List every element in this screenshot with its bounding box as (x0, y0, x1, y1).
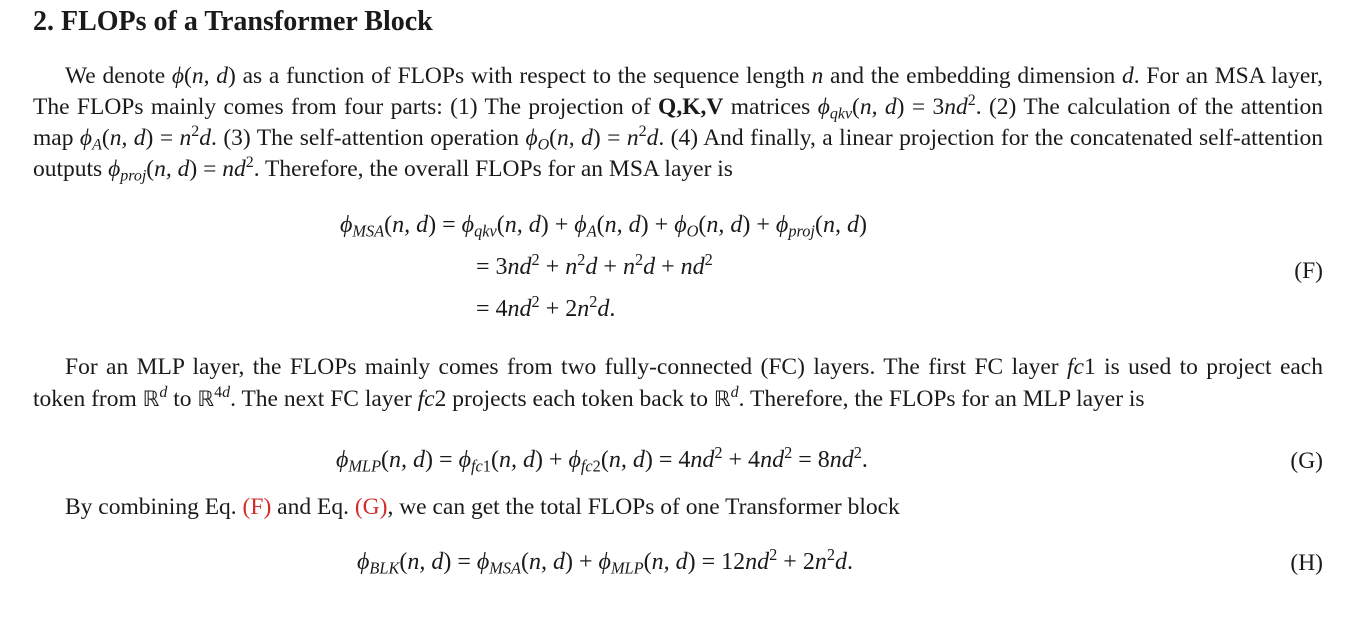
equation-mlp: $\phi_{MLP}(n$, $d) = \phi_{fc1}(n$, $d) + \phi_{fc2}(n$, $d) = 4nd^2 + 4nd^2 = 8nd^2$. (336, 443, 868, 476)
equation-ref-g[interactable]: (G) (354, 494, 388, 520)
paragraph-msa-flops: We denote ϕ(n, d) as a function of FLOPs with respect to the sequence length n and the embedding dimension d. For an MSA layer, The FLOPs mainly comes from four parts: (1) The projection of Q,K,V matrices $\phi_{qkv}(n$, $d) = 3nd^2$. (2) The calculation of the attention map $\phi_A(n$, $d) = n^2d$. (3) The self-attention operation $\phi_O(n$, $d) = n^2d$. (4) And finally, a linear projection for the concatenated self-attention outputs $\phi_{proj}(n$, $d) = nd^2$. Therefore, the overall FLOPs for an MSA layer is (33, 63, 1324, 185)
equation-msa-line-1: $\phi_{MSA}(n$, $d) = \phi_{qkv}(n$, $d) + \phi_A(n$, $d) + \phi_O(n$, $d) + \phi_{proj}(n$, d) (340, 212, 867, 241)
equation-msa-line-3: = $4nd^2 + 2n^2d$. (476, 292, 616, 322)
equation-number-g: (G) (1290, 448, 1323, 474)
equation-msa-line-2: = $3nd^2 + n^2d + n^2d + nd^2$ (476, 250, 713, 280)
paragraph-combine: By combining Eq. (F) and Eq. (G), we can get the total FLOPs of one Transformer block (65, 494, 900, 520)
equation-number-h: (H) (1290, 550, 1323, 576)
equation-block-total: $\phi_{BLK}(n$, $d) = \phi_{MSA}(n$, $d) + \phi_{MLP}(n$, $d) = 12nd^2 + 2n^2d$. (357, 545, 853, 578)
equation-number-f: (F) (1294, 258, 1323, 284)
equation-ref-f[interactable]: (F) (242, 494, 272, 520)
equation-msa (0, 212, 1366, 332)
section-title: 2. FLOPs of a Transformer Block (33, 6, 433, 37)
paragraph-mlp-flops: For an MLP layer, the FLOPs mainly comes from two fully-connected (FC) layers. The first FC layer fc1 is used to project each token from ℝ$^d$ to ℝ$^{4d}$. The next FC layer fc2 projects each token back to ℝ$^d$. Therefore, the FLOPs for an MLP layer is (33, 354, 1323, 412)
